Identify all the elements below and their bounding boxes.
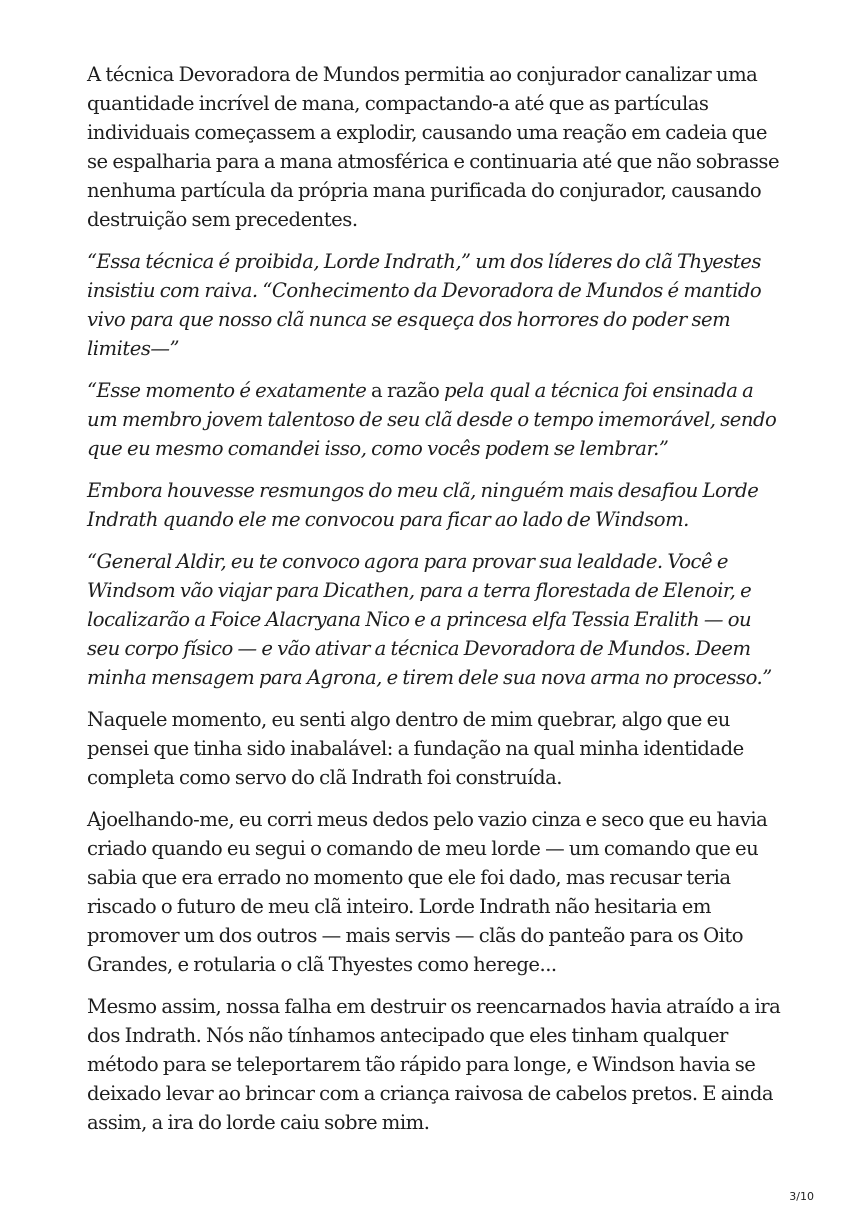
paragraph-3-part-1: “Esse momento é exatamente xyxy=(87,379,372,402)
paragraph-3-part-2: a razão xyxy=(371,379,440,402)
paragraph-6: Naquele momento, eu senti algo dentro de mim quebrar, algo que eu pensei que tinha sido inabalável: a fundação na qual minha identidade completa como servo do clã Indrath foi construída. xyxy=(87,708,744,789)
document-page xyxy=(87,60,787,1150)
page-number: 3/10 xyxy=(789,1190,814,1203)
paragraph-3 xyxy=(87,376,787,463)
paragraph-2: “Essa técnica é proibida, Lorde Indrath,” um dos líderes do clã Thyestes insistiu com raiva. “Conhecimento da Devoradora de Mundos é mantido vivo para que nosso clã nunca se esqueça dos horrores do poder sem limites—” xyxy=(87,250,762,360)
paragraph-1: A técnica Devoradora de Mundos permitia ao conjurador canalizar uma quantidade incrível de mana, compactando-a até que as partículas individuais começassem a explodir, causando uma reação em cadeia que se espalharia para a mana atmosférica e continuaria até que não sobrasse nenhuma partícula da própria mana purificada do conjurador, causando destruição sem precedentes. xyxy=(87,63,780,231)
paragraph-4: Embora houvesse resmungos do meu clã, ninguém mais desafiou Lorde Indrath quando ele me convocou para ficar ao lado de Windsom. xyxy=(87,479,759,531)
paragraph-8: Mesmo assim, nossa falha em destruir os reencarnados havia atraído a ira dos Indrath. Nós não tínhamos antecipado que eles tinham qualquer método para se teleportarem tão rápido para longe, e Windson havia se deixado levar ao brincar com a criança raivosa de cabelos pretos. E ainda assim, a ira do lorde caiu sobre mim. xyxy=(87,995,781,1134)
paragraph-3-part-3: pela qual a técnica foi ensinada a um membro jovem talentoso de seu clã desde o tempo imemorável, sendo que eu mesmo comandei isso, como vocês podem se lembrar.” xyxy=(87,379,777,460)
paragraph-7: Ajoelhando-me, eu corri meus dedos pelo vazio cinza e seco que eu havia criado quando eu segui o comando de meu lorde — um comando que eu sabia que era errado no momento que ele foi dado, mas recusar teria riscado o futuro de meu clã inteiro. Lorde Indrath não hesitaria em promover um dos outros — mais servis — clãs do panteão para os Oito Grandes, e rotularia o clã Thyestes como herege... xyxy=(87,808,768,976)
paragraph-5: “General Aldir, eu te convoco agora para provar sua lealdade. Você e Windsom vão viajar para Dicathen, para a terra florestada de Elenoir, e localizarão a Foice Alacryana Nico e a princesa elfa Tessia Eralith — ou seu corpo físico — e vão ativar a técnica Devoradora de Mundos. Deem minha mensagem para Agrona, e tirem dele sua nova arma no processo.” xyxy=(87,550,772,689)
